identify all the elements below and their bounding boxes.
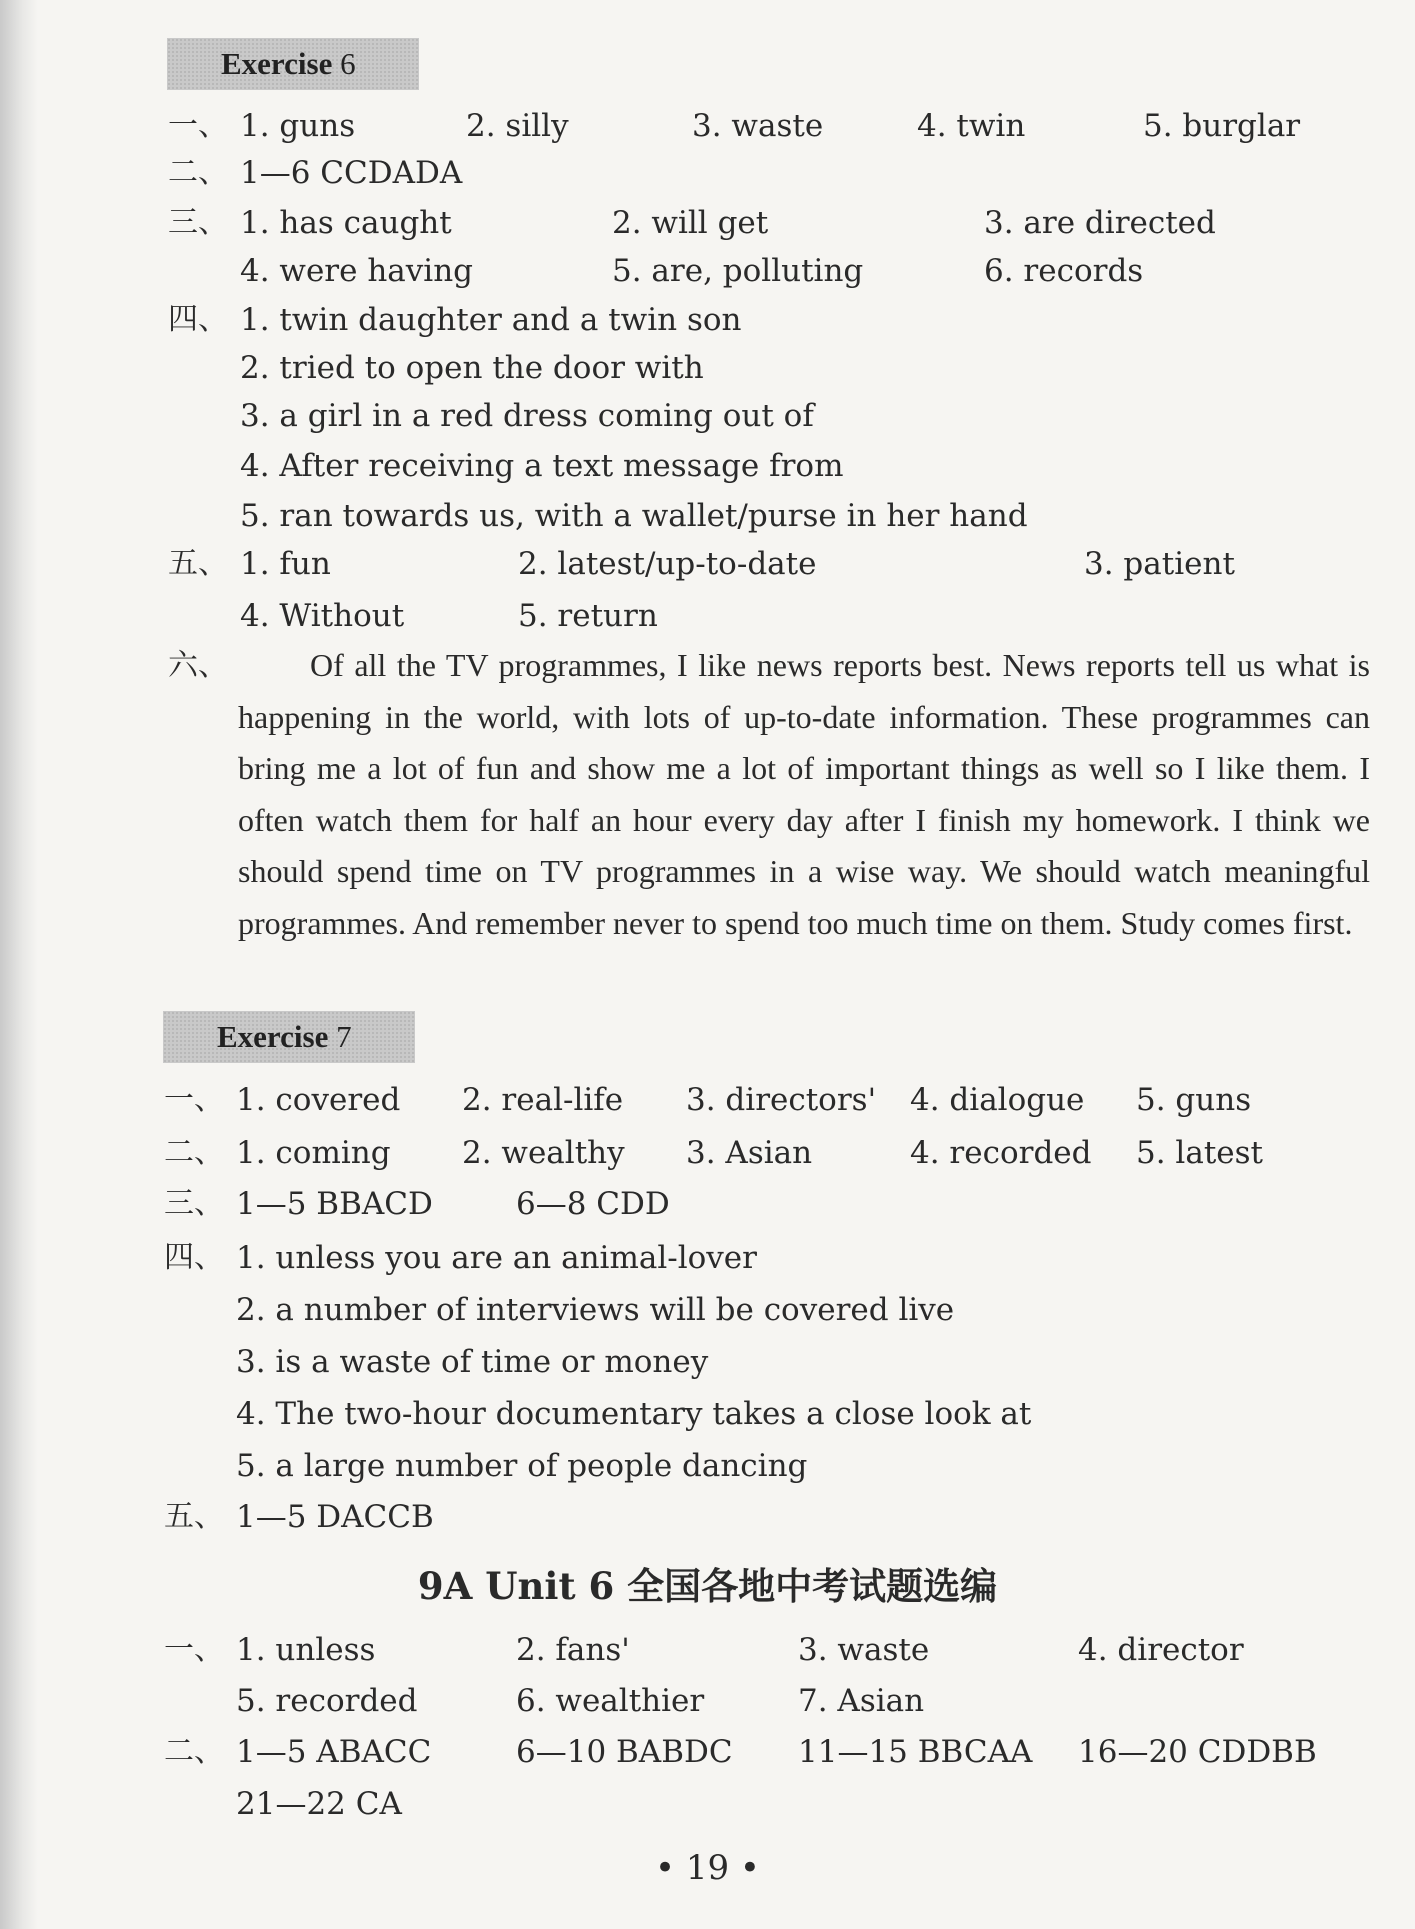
ex6-s3-item: 5. are, polluting: [612, 253, 864, 289]
ex7-section-3-label: 三、: [164, 1186, 224, 1221]
ex6-section-6-label: 六、: [168, 648, 228, 683]
ex7-s2-item: 5. latest: [1136, 1135, 1263, 1171]
unit6-s1-item: 7. Asian: [798, 1683, 925, 1719]
ex6-s5-item: 4. Without: [240, 598, 405, 634]
ex6-s5-item: 5. return: [518, 598, 658, 634]
exercise-7-number: 7: [336, 1019, 352, 1054]
ex7-s5-item: 1—5 DACCB: [236, 1499, 434, 1535]
unit6-s2-item: 11—15 BBCAA: [798, 1734, 1033, 1770]
unit6-s1-item: 1. unless: [236, 1632, 376, 1668]
ex6-s1-item: 5. burglar: [1143, 108, 1301, 144]
ex6-section-2-label: 二、: [168, 155, 228, 190]
unit6-s1-item: 5. recorded: [236, 1683, 418, 1719]
ex7-s2-item: 1. coming: [236, 1135, 391, 1171]
exercise-7-title: Exercise: [217, 1019, 329, 1054]
page-spine-shadow: [0, 0, 38, 1929]
unit6-s1-item: 2. fans': [516, 1632, 630, 1668]
ex6-s5-item: 1. fun: [240, 546, 331, 582]
ex7-section-4-label: 四、: [164, 1240, 224, 1275]
unit6-s2-item: 21—22 CA: [236, 1786, 402, 1822]
ex6-s3-item: 6. records: [984, 253, 1144, 289]
ex6-s1-item: 1. guns: [240, 108, 356, 144]
page-number: • 19 •: [655, 1848, 760, 1888]
ex6-s3-item: 2. will get: [612, 205, 769, 241]
ex6-s5-item: 3. patient: [1084, 546, 1235, 582]
ex7-s1-item: 5. guns: [1136, 1082, 1252, 1118]
ex7-s2-item: 2. wealthy: [462, 1135, 625, 1171]
exercise-6-title: Exercise: [221, 46, 333, 81]
ex7-s4-item: 3. is a waste of time or money: [236, 1344, 709, 1380]
ex6-s4-item: 5. ran towards us, with a wallet/purse in her hand: [240, 498, 1028, 534]
unit6-s1-item: 4. director: [1078, 1632, 1244, 1668]
unit6-section-2-label: 二、: [164, 1734, 224, 1769]
ex7-s1-item: 4. dialogue: [910, 1082, 1085, 1118]
ex7-s4-item: 1. unless you are an animal-lover: [236, 1240, 757, 1276]
ex6-s1-item: 2. silly: [466, 108, 569, 144]
ex6-section-3-label: 三、: [168, 205, 228, 240]
ex6-s4-item: 4. After receiving a text message from: [240, 448, 844, 484]
exercise-7-header: [163, 1011, 415, 1063]
ex7-s1-item: 2. real-life: [462, 1082, 624, 1118]
unit6-s2-item: 6—10 BABDC: [516, 1734, 733, 1770]
ex6-s4-item: 3. a girl in a red dress coming out of: [240, 398, 814, 434]
ex6-s5-item: 2. latest/up-to-date: [518, 546, 817, 582]
ex7-s4-item: 4. The two-hour documentary takes a close look at: [236, 1396, 1032, 1432]
ex6-s3-item: 4. were having: [240, 253, 474, 289]
ex6-section-4-label: 四、: [168, 302, 228, 337]
unit6-s2-item: 16—20 CDDBB: [1078, 1734, 1317, 1770]
unit6-s2-item: 1—5 ABACC: [236, 1734, 432, 1770]
ex6-essay-paragraph: Of all the TV programmes, I like news reports best. News reports tell us what is happening in the world, with lots of up-to-date information. These programmes can bring me a lot of fun and show me a lot of important things as well so I like them. I often watch them for half an hour every day after I finish my homework. I think we should spend time on TV programmes in a wise way. We should watch meaningful programmes. And remember never to spend too much time on them. Study comes first.: [238, 647, 1370, 941]
ex7-s1-item: 3. directors': [686, 1082, 877, 1118]
unit6-section-1-label: 一、: [164, 1632, 224, 1667]
ex6-section-1-label: 一、: [168, 108, 228, 143]
ex7-s3-item: 1—5 BBACD: [236, 1186, 433, 1222]
exercise-6-header: [167, 38, 419, 90]
exercise-6-number: 6: [340, 46, 356, 81]
ex6-s1-item: 4. twin: [917, 108, 1026, 144]
ex6-s1-item: 3. waste: [692, 108, 824, 144]
ex7-section-1-label: 一、: [164, 1082, 224, 1117]
ex7-section-5-label: 五、: [164, 1499, 224, 1534]
ex7-s4-item: 5. a large number of people dancing: [236, 1448, 808, 1484]
ex7-s2-item: 4. recorded: [910, 1135, 1092, 1171]
ex6-s2-item: 1—6 CCDADA: [240, 155, 463, 191]
ex7-section-2-label: 二、: [164, 1135, 224, 1170]
unit6-s1-item: 3. waste: [798, 1632, 930, 1668]
ex6-s4-item: 2. tried to open the door with: [240, 350, 704, 386]
ex6-s3-item: 1. has caught: [240, 205, 452, 241]
ex7-s2-item: 3. Asian: [686, 1135, 813, 1171]
unit6-s1-item: 6. wealthier: [516, 1683, 705, 1719]
ex7-s4-item: 2. a number of interviews will be covered live: [236, 1292, 955, 1328]
ex7-s1-item: 1. covered: [236, 1082, 401, 1118]
unit-6-title: 9A Unit 6 全国各地中考试题选编: [417, 1564, 998, 1608]
ex6-s4-item: 1. twin daughter and a twin son: [240, 302, 742, 338]
ex6-section-5-label: 五、: [168, 546, 228, 581]
ex6-s3-item: 3. are directed: [984, 205, 1216, 241]
ex7-s3-item: 6—8 CDD: [516, 1186, 670, 1222]
